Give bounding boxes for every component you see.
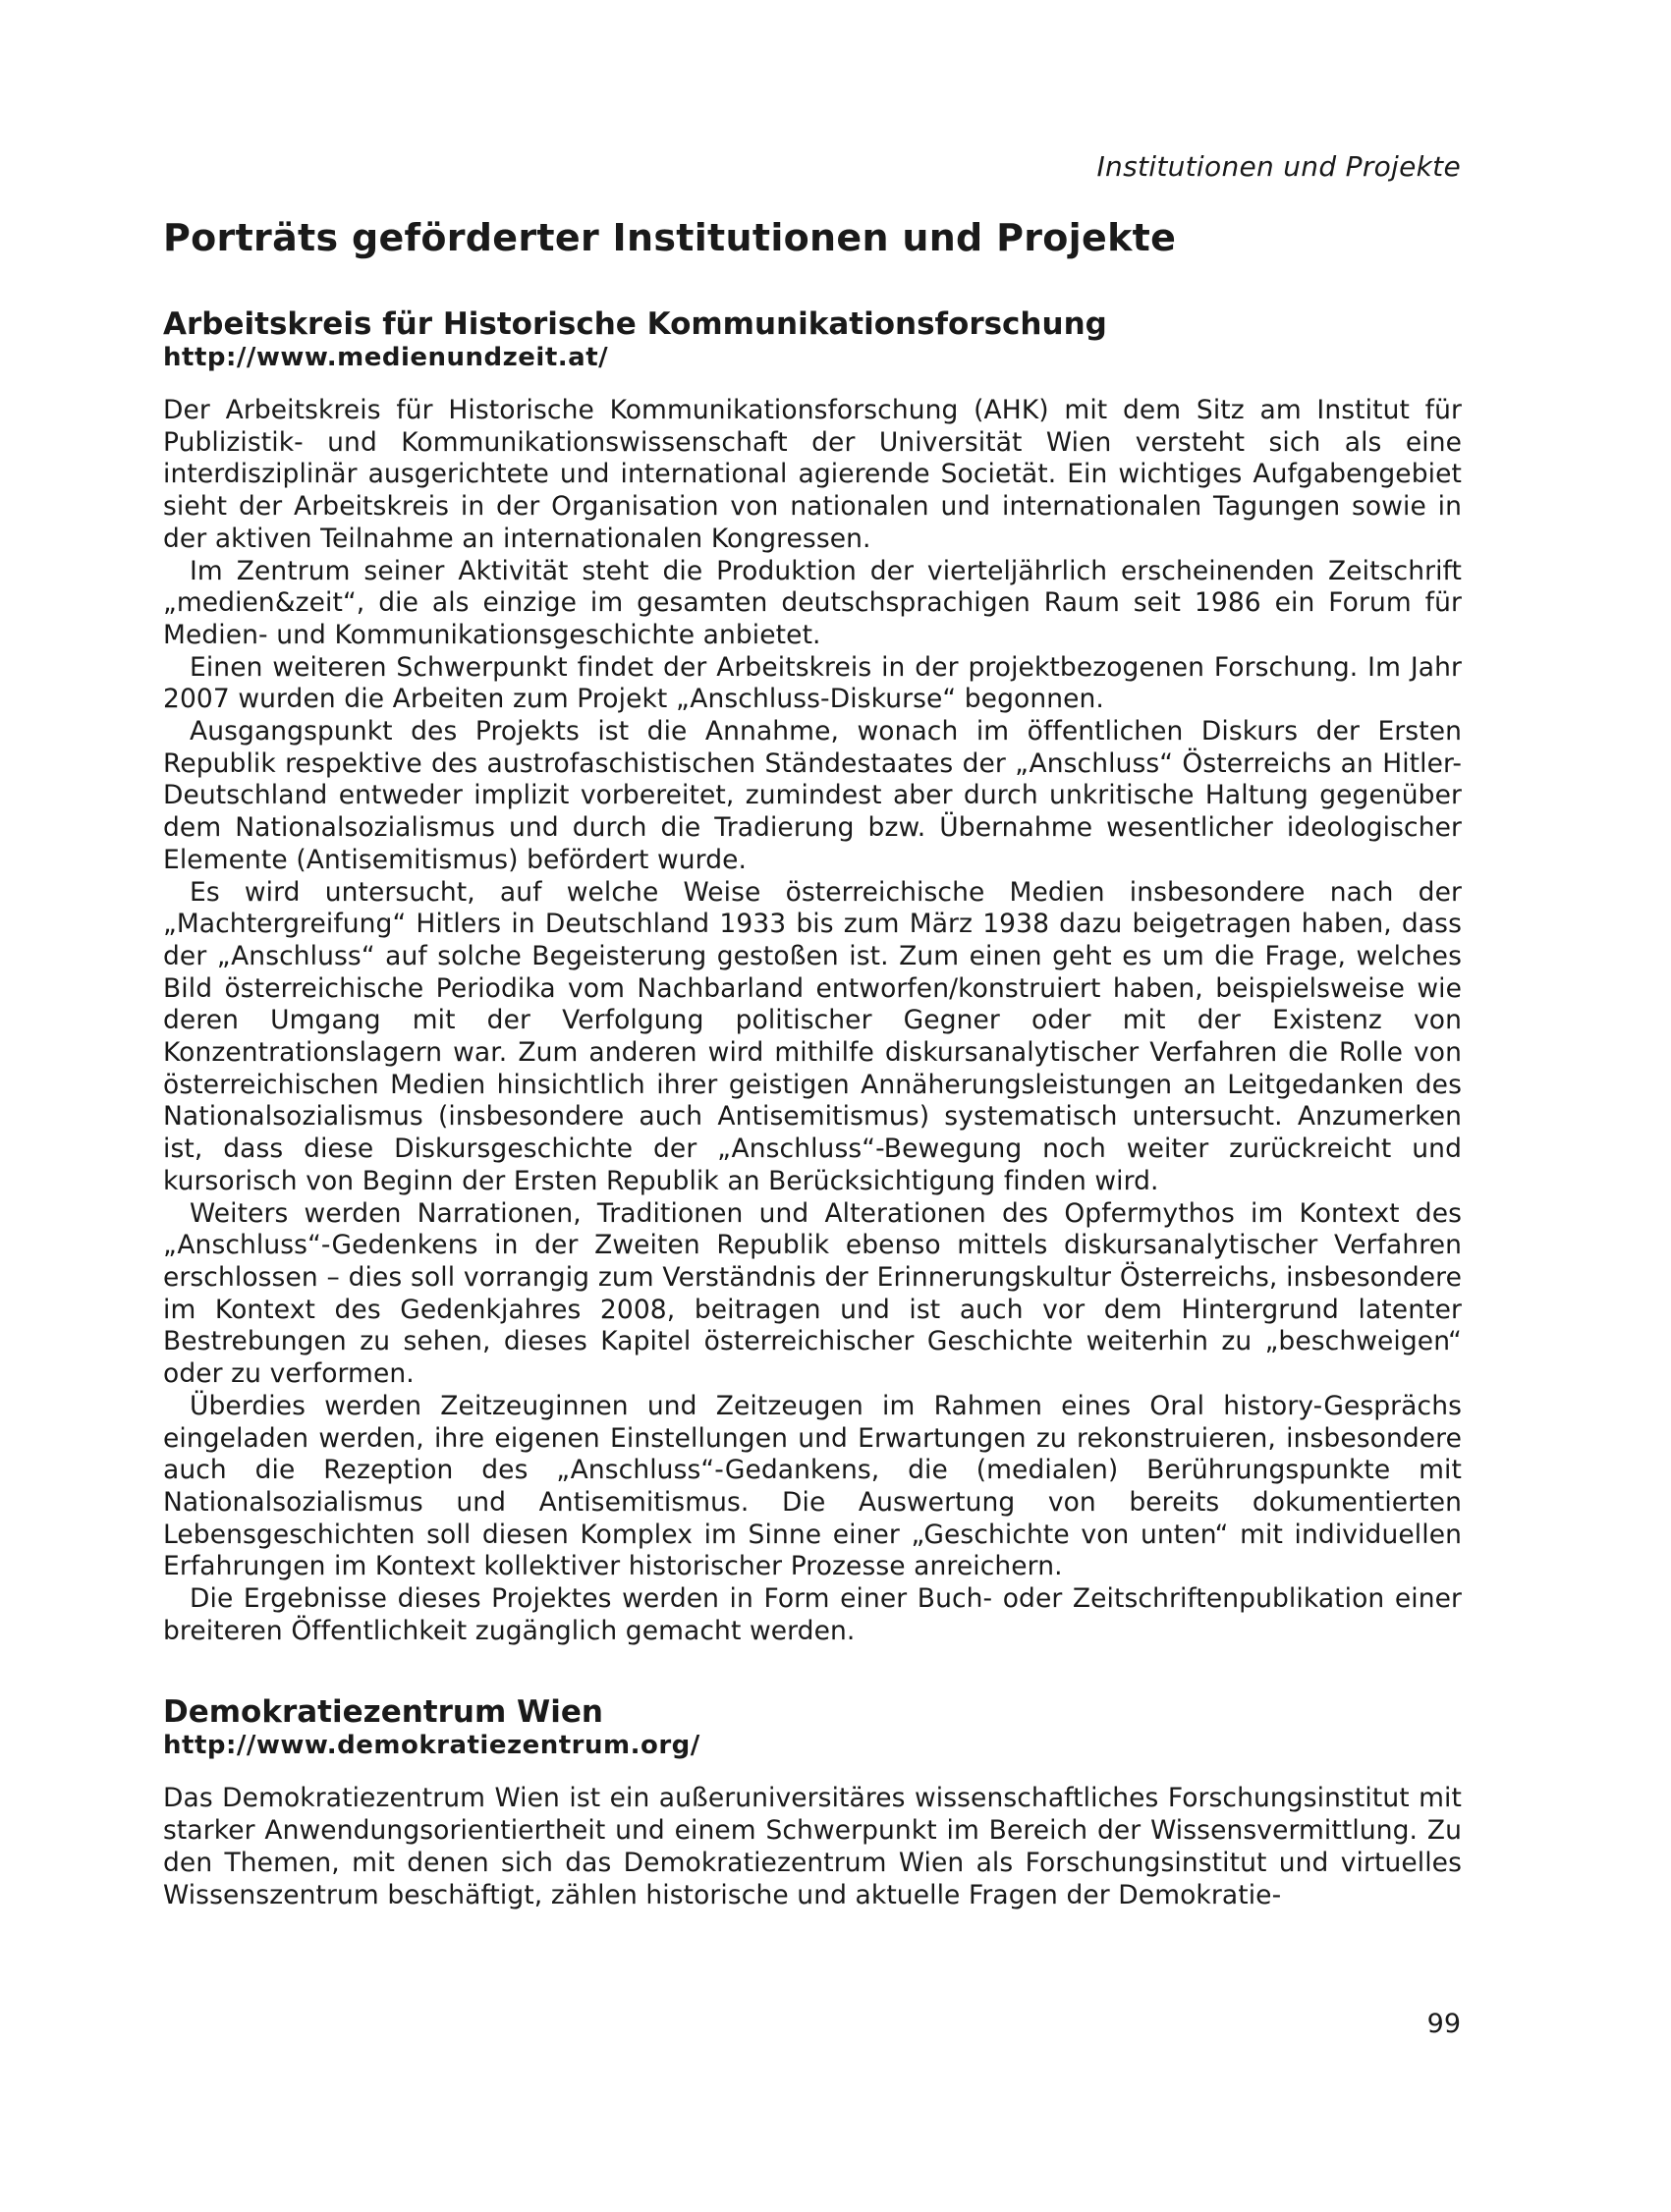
paragraph: Im Zentrum seiner Aktivität steht die Produktion der vierteljährlich erscheinenden Zeitschrift „medien&zeit“, die als einzige im gesamten deutschsprachigen Raum seit 1986 ein Forum für Medien- und Kommunikationsgeschichte anbietet. [163, 555, 1462, 650]
paragraph: Das Demokratiezentrum Wien ist ein außeruniversitäres wissenschaftliches Forschungsinstitut mit starker Anwendungsorientiertheit und einem Schwerpunkt im Bereich der Wissensvermittlung. Zu den Themen, mit denen sich das Demokratiezentrum Wien als Forschungsinstitut und virtuelles Wissenszentrum beschäftigt, zählen historische und aktuelle Fragen der Demokratie- [163, 1783, 1462, 1910]
section-demokratiezentrum [163, 1694, 1462, 1911]
paragraph: Einen weiteren Schwerpunkt findet der Arbeitskreis in der projektbezogenen Forschung. Im Jahr 2007 wurden die Arbeiten zum Projekt „Anschluss-Diskurse“ begonnen. [163, 651, 1462, 715]
page-title: Porträts geförderter Institutionen und Projekte [163, 216, 1177, 259]
section-title: Arbeitskreis für Historische Kommunikationsforschung [163, 306, 1107, 342]
paragraph: Ausgangspunkt des Projekts ist die Annahme, wonach im öffentlichen Diskurs der Ersten Republik respektive des austrofaschistischen Ständestaates der „Anschluss“ Österreichs an Hitler-Deutschland entweder implizit vorbereitet, zumindest aber durch unkritische Haltung gegenüber dem Nationalsozialismus und durch die Tradierung bzw. Übernahme wesentlicher ideologischer Elemente (Antisemitismus) befördert wurde. [163, 716, 1462, 875]
paragraph: Überdies werden Zeitzeuginnen und Zeitzeugen im Rahmen eines Oral history-Gesprächs eingeladen werden, ihre eigenen Einstellungen und Erwartungen zu rekonstruieren, insbesondere auch die Rezeption des „Anschluss“-Gedankens, die (medialen) Berührungspunkte mit Nationalsozialismus und Antisemitismus. Die Auswertung von bereits dokumentierten Lebensgeschichten soll diesen Komplex im Sinne einer „Geschichte von unten“ mit individuellen Erfahrungen im Kontext kollektiver historischer Prozesse anreichern. [163, 1390, 1462, 1582]
paragraph: Die Ergebnisse dieses Projektes werden in Form einer Buch- oder Zeitschriftenpublikation einer breiteren Öffentlichkeit zugänglich gemacht werden. [163, 1583, 1462, 1646]
section-ahk [163, 306, 1462, 1647]
page-number: 99 [1426, 2009, 1461, 2039]
paragraph: Der Arbeitskreis für Historische Kommunikationsforschung (AHK) mit dem Sitz am Institut für Publizistik- und Kommunikationswissenschaft der Universität Wien versteht sich als eine interdisziplinär ausgerichtete und international agierende Societät. Ein wichtiges Aufgabengebiet sieht der Arbeitskreis in der Organisation von nationalen und internationalen Tagungen sowie in der aktiven Teilnahme an internationalen Kongressen. [163, 395, 1462, 554]
paragraph: Es wird untersucht, auf welche Weise österreichische Medien insbesondere nach der „Machtergreifung“ Hitlers in Deutschland 1933 bis zum März 1938 dazu beigetragen haben, dass der „Anschluss“ auf solche Begeisterung gestoßen ist. Zum einen geht es um die Frage, welches Bild österreichische Periodika vom Nachbarland entworfen/konstruiert haben, beispielsweise wie deren Umgang mit der Verfolgung politischer Gegner oder mit der Existenz von Konzentrationslagern war. Zum anderen wird mithilfe diskursanalytischer Verfahren die Rolle von österreichischen Medien hinsichtlich ihrer geistigen Annäherungsleistungen an Leitgedanken des Nationalsozialismus (insbesondere auch Antisemitismus) systematisch untersucht. Anzumerken ist, dass diese Diskursgeschichte der „Anschluss“-Bewegung noch weiter zurückreicht und kursorisch von Beginn der Ersten Republik an Berücksichtigung finden wird. [163, 876, 1462, 1196]
section-url: http://www.demokratiezentrum.org/ [163, 1731, 700, 1761]
paragraph: Weiters werden Narrationen, Traditionen und Alterationen des Opfermythos im Kontext des „Anschluss“-Gedenkens in der Zweiten Republik ebenso mittels diskursanalytischer Verfahren erschlossen – dies soll vorrangig zum Verständnis der Erinnerungskultur Österreichs, insbesondere im Kontext des Gedenkjahres 2008, beitragen und ist auch vor dem Hintergrund latenter Bestrebungen zu sehen, dieses Kapitel österreichischer Geschichte weiterhin zu „beschweigen“ oder zu verformen. [163, 1197, 1462, 1390]
running-header: Institutionen und Projekte [1096, 150, 1461, 183]
section-title: Demokratiezentrum Wien [163, 1694, 603, 1731]
page-content [163, 216, 1462, 1911]
section-url: http://www.medienundzeit.at/ [163, 343, 609, 372]
